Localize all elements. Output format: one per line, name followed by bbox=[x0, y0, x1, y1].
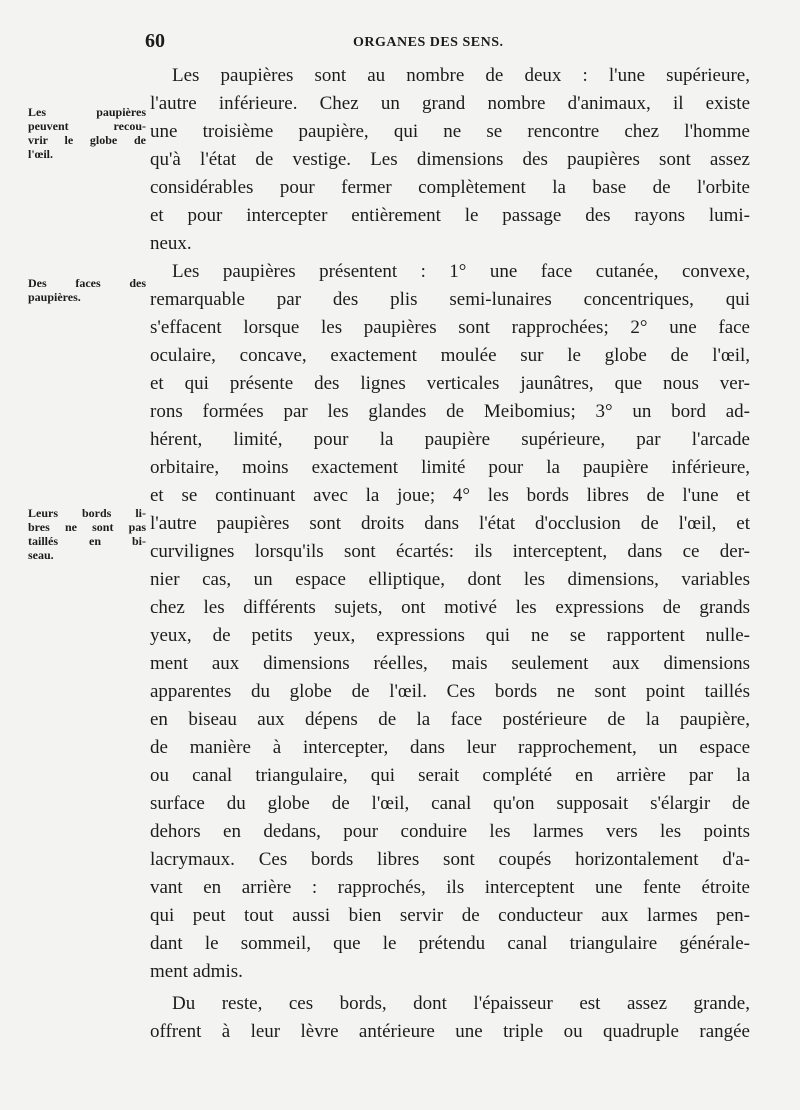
text-line: qui peut tout aussi bien servir de conducteur aux larmes pen- bbox=[150, 905, 750, 926]
text-line: l'autre inférieure. Chez un grand nombre d'animaux, il existe bbox=[150, 93, 750, 114]
text-line: curvilignes lorsqu'ils sont écartés: ils interceptent, dans ce der- bbox=[150, 541, 750, 562]
body-text bbox=[150, 62, 750, 1046]
text-line: apparentes du globe de l'œil. Ces bords ne sont point taillés bbox=[150, 681, 750, 702]
text-line: rons formées par les glandes de Meibomius; 3° un bord ad- bbox=[150, 401, 750, 422]
margin-note-line: bres ne sont pas bbox=[28, 520, 146, 534]
margin-note-line: paupières. bbox=[28, 290, 81, 304]
text-line: surface du globe de l'œil, canal qu'on supposait s'élargir de bbox=[150, 793, 750, 814]
margin-note-eyelid-faces bbox=[28, 276, 146, 304]
margin-note-line: peuvent recou- bbox=[28, 119, 146, 133]
text-line: vant en arrière : rapprochés, ils interceptent une fente étroite bbox=[150, 877, 750, 898]
text-line: une troisième paupière, qui ne se rencontre chez l'homme bbox=[150, 121, 750, 142]
text-line: qu'à l'état de vestige. Les dimensions des paupières sont assez bbox=[150, 149, 750, 170]
margin-note-eyelids-cover-eye bbox=[28, 105, 146, 161]
margin-note-free-borders bbox=[28, 506, 146, 562]
margin-note-line: Leurs bords li- bbox=[28, 506, 146, 520]
text-line: et se continuant avec la joue; 4° les bords libres de l'une et bbox=[150, 485, 750, 506]
text-line: Les paupières sont au nombre de deux : l'une supérieure, bbox=[172, 65, 750, 86]
text-line: yeux, de petits yeux, expressions qui ne se rapportent nulle- bbox=[150, 625, 750, 646]
text-line: remarquable par des plis semi-lunaires concentriques, qui bbox=[150, 289, 750, 310]
text-line: et pour intercepter entièrement le passage des rayons lumi- bbox=[150, 205, 750, 226]
text-line: de manière à intercepter, dans leur rapprochement, un espace bbox=[150, 737, 750, 758]
margin-note-line: Les paupières bbox=[28, 105, 146, 119]
text-line: orbitaire, moins exactement limité pour la paupière inférieure, bbox=[150, 457, 750, 478]
text-line: hérent, limité, pour la paupière supérieure, par l'arcade bbox=[150, 429, 750, 450]
text-line: s'effacent lorsque les paupières sont rapprochées; 2° une face bbox=[150, 317, 750, 338]
margin-note-line: taillés en bi- bbox=[28, 534, 146, 548]
margin-note-line: l'œil. bbox=[28, 147, 54, 161]
paragraph-eyelid-faces bbox=[150, 258, 750, 986]
text-line: ou canal triangulaire, qui serait complété en arrière par la bbox=[150, 765, 750, 786]
text-line: et qui présente des lignes verticales jaunâtres, que nous ver- bbox=[150, 373, 750, 394]
text-line: oculaire, concave, exactement moulée sur le globe de l'œil, bbox=[150, 345, 750, 366]
text-line: ment admis. bbox=[150, 961, 243, 982]
text-line: dant le sommeil, que le prétendu canal triangulaire générale- bbox=[150, 933, 750, 954]
text-line: dehors en dedans, pour conduire les larmes vers les points bbox=[150, 821, 750, 842]
margin-note-line: Des faces des bbox=[28, 276, 146, 290]
text-line: en biseau aux dépens de la face postérieure de la paupière, bbox=[150, 709, 750, 730]
margin-note-line: vrir le globe de bbox=[28, 133, 146, 147]
text-line: neux. bbox=[150, 233, 192, 254]
text-line: Les paupières présentent : 1° une face cutanée, convexe, bbox=[172, 261, 750, 282]
text-line: Du reste, ces bords, dont l'épaisseur est assez grande, bbox=[172, 993, 750, 1014]
text-line: chez les différents sujets, ont motivé les expressions de grands bbox=[150, 597, 750, 618]
text-line: ment aux dimensions réelles, mais seulement aux dimensions bbox=[150, 653, 750, 674]
running-head: ORGANES DES SENS. bbox=[353, 35, 504, 50]
text-line: offrent à leur lèvre antérieure une triple ou quadruple rangée bbox=[150, 1021, 750, 1042]
paragraph-eyelid-count bbox=[150, 62, 750, 258]
text-line: nier cas, un espace elliptique, dont les dimensions, variables bbox=[150, 569, 750, 590]
margin-note-line: seau. bbox=[28, 548, 54, 562]
text-line: l'autre paupières sont droits dans l'état d'occlusion de l'œil, et bbox=[150, 513, 750, 534]
text-line: considérables pour fermer complètement la base de l'orbite bbox=[150, 177, 750, 198]
page-number: 60 bbox=[145, 30, 165, 52]
page-header bbox=[145, 30, 745, 56]
text-line: lacrymaux. Ces bords libres sont coupés horizontalement d'a- bbox=[150, 849, 750, 870]
paragraph-borders-thickness bbox=[150, 990, 750, 1046]
